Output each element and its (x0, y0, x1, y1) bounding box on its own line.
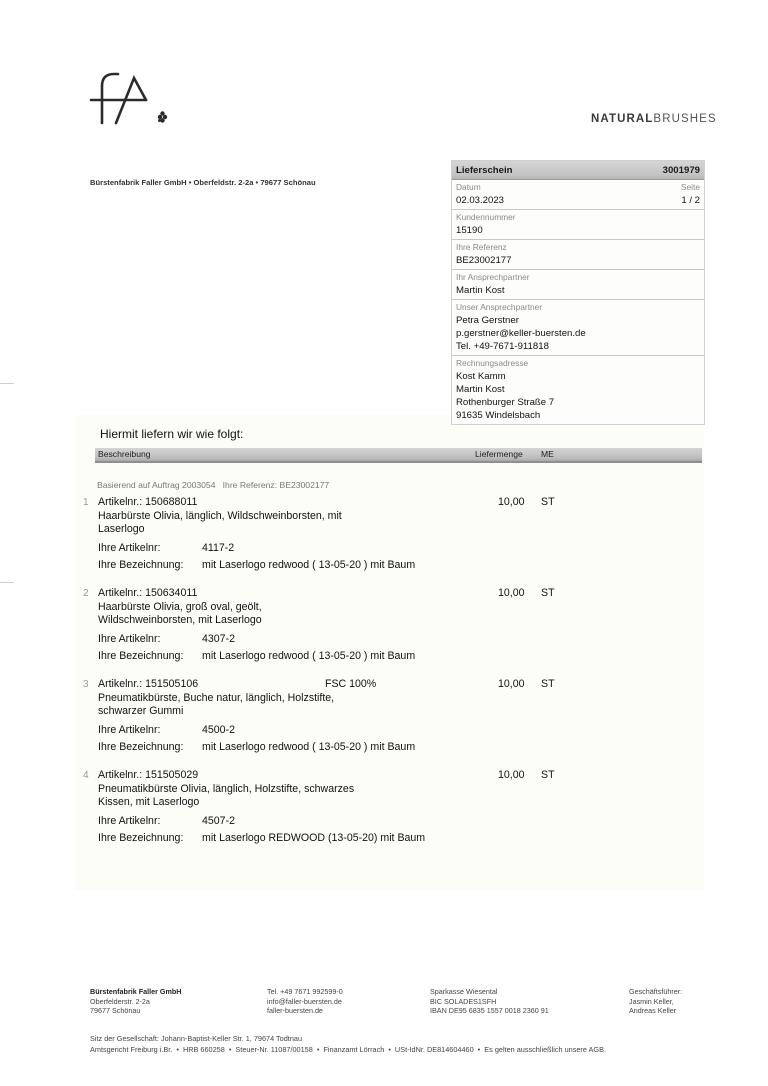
date-value: 02.03.2023 (456, 195, 505, 206)
your-designation-label: Ihre Bezeichnung: (98, 559, 184, 571)
your-designation-value: mit Laserlogo redwood ( 13-05-20 ) mit Baum (202, 741, 416, 753)
your-article-value: 4500-2 (202, 724, 235, 736)
fa-logo-icon (91, 74, 146, 123)
unit: ST (541, 587, 555, 599)
company-logo (88, 68, 178, 130)
billing-line: Rothenburger Straße 7 (456, 397, 555, 408)
column-header-unit: ME (541, 449, 554, 459)
article-description: Wildschweinborsten, mit Laserlogo (98, 614, 262, 626)
footer-registry-info: Amtsgericht Freiburg i.Br. • HRB 660258 • Steuer-Nr. 11087/00158 • Finanzamt Lörrach • USt-IdNr. DE814604460 • Es gelten ausschließlich unsere AGB. (90, 1044, 606, 1054)
your-reference-label: Ihre Referenz (456, 242, 507, 252)
your-reference-cell (452, 240, 704, 270)
position-number: 2 (83, 588, 89, 599)
fsc-certification: FSC 100% (325, 678, 377, 690)
document-number: 3001979 (662, 164, 700, 176)
our-contact-email[interactable]: p.gerstner@keller-buersten.de (456, 328, 586, 339)
page-value: 1 / 2 (681, 195, 700, 206)
article-number: Artikelnr.: 151505106 (98, 678, 199, 690)
footer-management-label: Geschäftsführer: (629, 987, 683, 996)
your-designation-label: Ihre Bezeichnung: (98, 650, 184, 662)
our-contact-name: Petra Gerstner (456, 315, 519, 326)
quantity: 10,00 (498, 587, 525, 599)
your-designation-value: mit Laserlogo redwood ( 13-05-20 ) mit Baum (202, 650, 416, 662)
unit: ST (541, 769, 555, 781)
unit: ST (541, 678, 555, 690)
position-number: 4 (83, 770, 89, 781)
billing-address-label: Rechnungsadresse (456, 358, 529, 368)
footer-bank (430, 987, 549, 1016)
customer-number-cell (452, 210, 704, 240)
order-basis-note: Basierend auf Auftrag 2003054 Ihre Referenz: BE23002177 (97, 480, 330, 490)
your-article-value: 4307-2 (202, 633, 235, 645)
your-article-label: Ihre Artikelnr: (98, 542, 161, 554)
customer-number-label: Kundennummer (456, 212, 516, 222)
column-header-description: Beschreibung (98, 449, 151, 459)
footer-registered-office: Sitz der Gesellschaft: Johann-Baptist-Keller Str. 1, 79674 Todtnau (90, 1034, 303, 1043)
info-box-header (452, 161, 704, 180)
article-description: Pneumatikbürste Olivia, länglich, Holzstifte, schwarzes (98, 782, 355, 795)
footer-manager: Jasmin Keller, (629, 996, 674, 1006)
fold-mark (0, 582, 14, 583)
footer-website[interactable]: faller-buersten.de (267, 1006, 323, 1016)
your-contact-cell (452, 270, 704, 300)
sender-address-line: Bürstenfabrik Faller GmbH • Oberfeldstr. 2-2a • 79677 Schönau (90, 178, 316, 187)
article-description: Haarbürste Olivia, groß oval, geölt, (98, 600, 262, 613)
your-designation-label: Ihre Bezeichnung: (98, 832, 184, 844)
brand-name-bold: NATURAL (591, 113, 654, 125)
article-number: Artikelnr.: 150634011 (98, 587, 198, 599)
your-contact-value: Martin Kost (456, 285, 505, 296)
our-contact-label: Unser Ansprechpartner (456, 302, 543, 312)
page-label: Seite (680, 182, 700, 192)
article-description: Laserlogo (98, 523, 145, 535)
your-designation-value: mit Laserlogo redwood ( 13-05-20 ) mit Baum (202, 559, 416, 571)
intro-text: Hiermit liefern wir wie folgt: (100, 427, 244, 441)
position-number: 1 (83, 497, 89, 508)
article-description: schwarzer Gummi (98, 705, 184, 717)
quantity: 10,00 (498, 678, 525, 690)
footer-legal (90, 1034, 606, 1055)
footer-phone: Tel. +49 7671 992599-0 (267, 987, 343, 996)
your-article-value: 4117-2 (202, 542, 235, 554)
footer-company-name: Bürstenfabrik Faller GmbH (90, 987, 182, 996)
your-article-label: Ihre Artikelnr: (98, 815, 161, 827)
billing-address-cell (452, 356, 704, 424)
article-description: Pneumatikbürste, Buche natur, länglich, Holzstifte, (98, 691, 335, 704)
date-page-cell (452, 180, 704, 210)
your-article-value: 4507-2 (202, 815, 235, 827)
position-number: 3 (83, 679, 89, 690)
brand-name (591, 113, 717, 125)
footer-street: Oberfelderstr. 2-2a (90, 996, 150, 1006)
unit: ST (541, 496, 555, 508)
date-label: Datum (456, 182, 481, 192)
customer-number-value: 15190 (456, 225, 483, 236)
footer-bic: BIC SOLADES1SFH (430, 996, 497, 1006)
quantity: 10,00 (498, 769, 525, 781)
footer-company (90, 987, 181, 1016)
footer-iban: IBAN DE95 6835 1557 0018 2360 91 (430, 1006, 549, 1016)
billing-line: Martin Kost (456, 384, 505, 395)
your-designation-label: Ihre Bezeichnung: (98, 741, 184, 753)
your-article-label: Ihre Artikelnr: (98, 724, 161, 736)
footer-email[interactable]: info@faller-buersten.de (267, 996, 342, 1006)
your-reference-value: BE23002177 (456, 255, 512, 266)
billing-line: Kost Kamm (456, 371, 506, 382)
table-header (95, 448, 702, 463)
column-header-quantity: Liefermenge (475, 449, 523, 459)
article-number: Artikelnr.: 150688011 (98, 496, 198, 508)
delivery-note-info-box (451, 160, 705, 425)
document-type: Lieferschein (456, 164, 513, 176)
footer-bank-name: Sparkasse Wiesental (430, 987, 498, 996)
footer-manager: Andreas Keller (629, 1006, 677, 1016)
your-contact-label: Ihr Ansprechpartner (456, 272, 530, 282)
footer-management (629, 987, 682, 1016)
our-contact-cell (452, 300, 704, 356)
our-contact-phone: Tel. +49-7671-911818 (456, 341, 549, 352)
your-article-label: Ihre Artikelnr: (98, 633, 161, 645)
brand-name-light: BRUSHES (653, 113, 717, 125)
fold-mark (0, 383, 14, 384)
footer-contact (267, 987, 343, 1016)
your-designation-value: mit Laserlogo REDWOOD (13-05-20) mit Baum (202, 832, 426, 844)
footer-city: 79677 Schönau (90, 1006, 141, 1016)
clover-icon (158, 111, 167, 122)
quantity: 10,00 (498, 496, 525, 508)
article-description: Kissen, mit Laserlogo (98, 796, 200, 808)
article-description: Haarbürste Olivia, länglich, Wildschweinborsten, mit (98, 509, 342, 522)
billing-line: 91635 Windelsbach (456, 410, 541, 421)
article-number: Artikelnr.: 151505029 (98, 769, 199, 781)
